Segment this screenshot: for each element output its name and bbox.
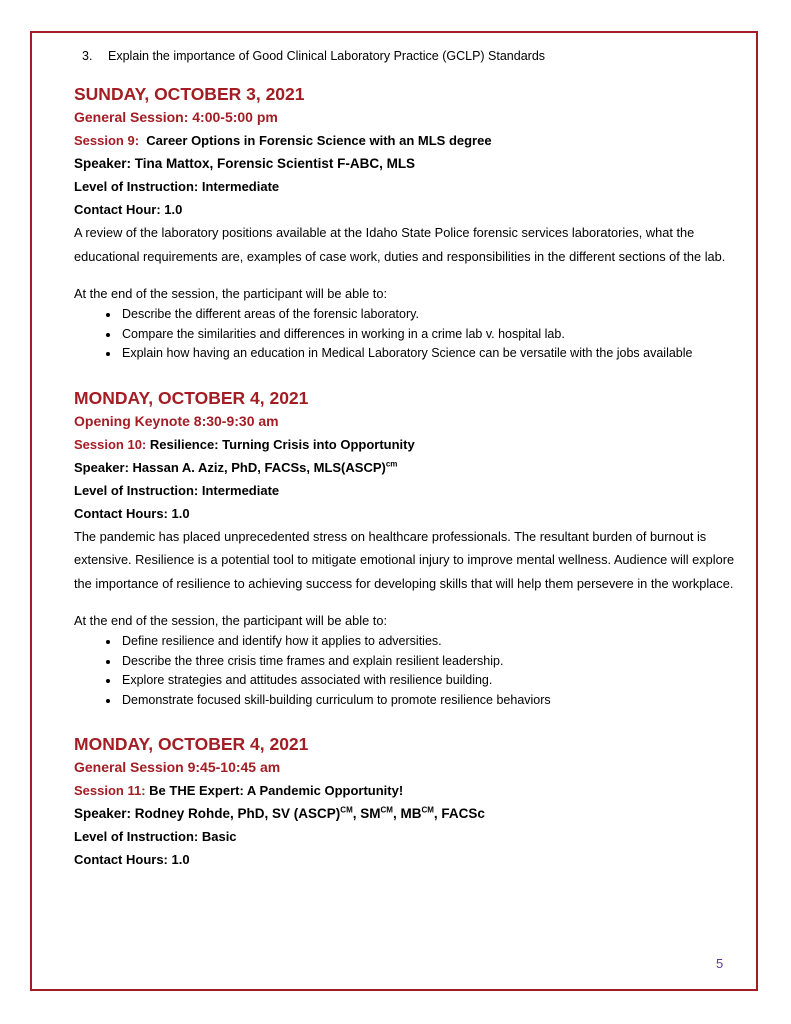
credential-superscript: CM: [380, 805, 393, 815]
speaker-text: , FACSc: [433, 806, 485, 821]
page-number: 5: [716, 956, 724, 971]
day-heading: MONDAY, OCTOBER 4, 2021: [74, 387, 309, 408]
speaker: [74, 456, 744, 479]
objectives-list: [74, 632, 744, 710]
objectives-intro: At the end of the session, the participant will be able to:: [74, 286, 388, 301]
level-of-instruction: Level of Instruction: Basic: [74, 829, 237, 844]
speaker: Speaker: Tina Mattox, Forensic Scientist F-ABC, MLS: [74, 156, 416, 171]
speaker-text: , SM: [352, 806, 381, 821]
list-item: • Describe the different areas of the forensic laboratory.: [120, 305, 744, 325]
item-text: Explain the importance of Good Clinical Laboratory Practice (GCLP) Standards: [108, 49, 546, 63]
speaker-text: Speaker: Rodney Rohde, PhD, SV (ASCP): [74, 806, 341, 821]
list-item: • Explore strategies and attitudes associated with resilience building.: [120, 671, 744, 691]
credential-superscript: CM: [340, 805, 353, 815]
session-block: [74, 386, 744, 711]
page-content: [74, 46, 744, 871]
session-type: Opening Keynote 8:30-9:30 am: [74, 412, 279, 429]
credential-superscript: cm: [385, 459, 398, 469]
level-of-instruction: Level of Instruction: Intermediate: [74, 179, 280, 194]
level-of-instruction: Level of Instruction: Intermediate: [74, 482, 280, 498]
objectives-intro: At the end of the session, the participant will be able to:: [74, 613, 388, 628]
session-type: General Session 9:45-10:45 am: [74, 759, 281, 775]
session-description: A review of the laboratory positions available at the Idaho State Police forensic services laboratories, what the educational requirements are, examples of case work, duties and responsibilities in the different sections of the lab.: [74, 225, 726, 264]
speaker-text: Speaker: Hassan A. Aziz, PhD, FACSs, MLS(ASCP): [74, 459, 386, 475]
list-item: • Define resilience and identify how it applies to adversities.: [120, 632, 744, 652]
session-title: Resilience: Turning Crisis into Opportunity: [149, 436, 415, 452]
list-item: • Describe the three crisis time frames and explain resilient leadership.: [120, 652, 744, 672]
day-heading: MONDAY, OCTOBER 4, 2021: [74, 734, 309, 754]
list-item: • Compare the similarities and differences in working in a crime lab v. hospital lab.: [120, 325, 744, 345]
contact-hours: Contact Hour: 1.0: [74, 202, 183, 217]
session-block: [74, 732, 744, 871]
session-description: The pandemic has placed unprecedented stress on healthcare professionals. The resultant burden of burnout is extensive. Resilience is a potential tool to mitigate emotional injury to improve mental wellness. Audience will explore the importance of resilience to achieving success for developing skills that will help them persevere in the workplace.: [74, 528, 735, 591]
speaker-text: , MB: [392, 806, 422, 821]
session-label: Session 9:: [74, 133, 140, 148]
list-item: • Explain how having an education in Medical Laboratory Science can be versatile with the jobs available: [120, 344, 744, 364]
item-number: 3.: [82, 49, 93, 63]
objectives-list: [74, 305, 744, 364]
objective-item: [82, 46, 744, 66]
session-title-line: [74, 433, 744, 456]
session-label: Session 11:: [74, 783, 146, 798]
contact-hours: Contact Hours: 1.0: [74, 852, 190, 867]
session-block: [74, 82, 744, 364]
speaker: [74, 802, 744, 825]
list-item: • Demonstrate focused skill-building curriculum to promote resilience behaviors: [120, 691, 744, 711]
contact-hours: Contact Hours: 1.0: [74, 505, 190, 521]
credential-superscript: CM: [421, 805, 434, 815]
session-title-line: [74, 779, 744, 802]
session-label: Session 10:: [74, 436, 147, 452]
session-type: General Session: 4:00-5:00 pm: [74, 109, 278, 125]
session-title: Career Options in Forensic Science with an MLS degree: [146, 133, 492, 148]
session-title: Be THE Expert: A Pandemic Opportunity!: [149, 783, 404, 798]
day-heading: SUNDAY, OCTOBER 3, 2021: [74, 84, 305, 104]
session-title-line: [74, 129, 744, 152]
